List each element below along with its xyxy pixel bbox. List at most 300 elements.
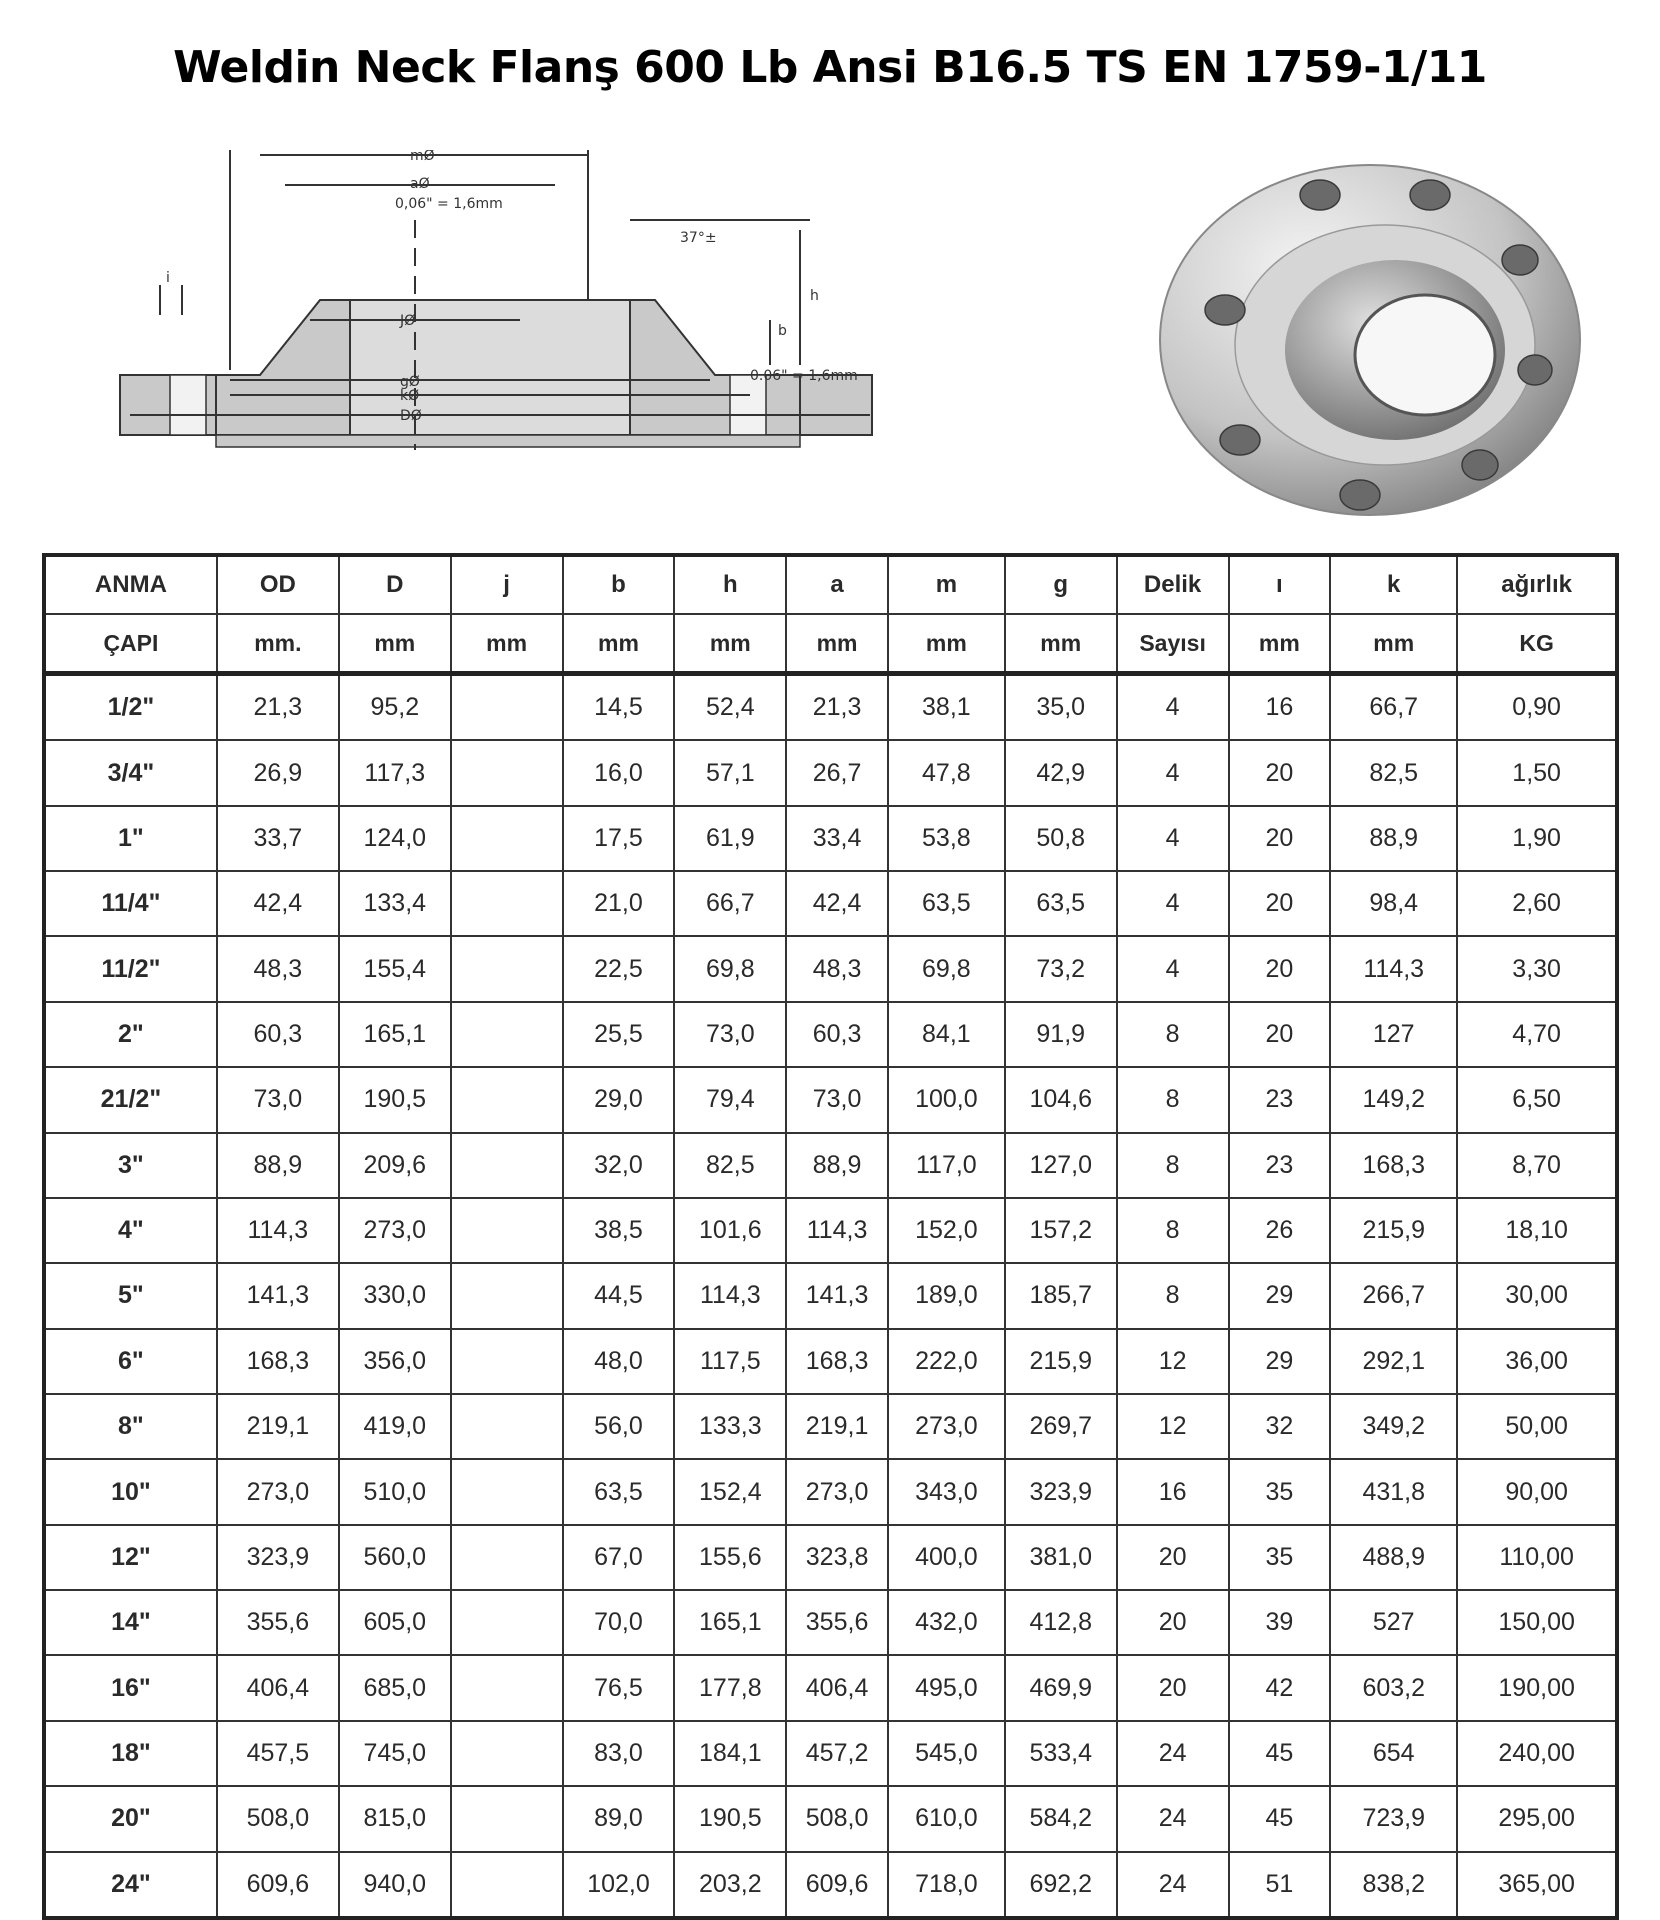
column-unit: mm: [888, 614, 1005, 674]
table-cell: 114,3: [217, 1198, 339, 1263]
table-cell: 457,5: [217, 1721, 339, 1786]
table-row: [44, 1525, 1617, 1590]
column-header: ANMA: [44, 555, 217, 614]
table-cell: 35: [1229, 1525, 1331, 1590]
table-cell: 100,0: [888, 1067, 1005, 1132]
table-cell: 69,8: [674, 936, 786, 1001]
table-cell: 69,8: [888, 936, 1005, 1001]
table-cell: 63,5: [1005, 871, 1117, 936]
column-header: g: [1005, 555, 1117, 614]
table-cell: 209,6: [339, 1133, 451, 1198]
table-cell: 190,5: [674, 1786, 786, 1851]
table-cell: 723,9: [1330, 1786, 1457, 1851]
nominal-size-cell: 11/2": [44, 936, 217, 1001]
table-cell: 24: [1117, 1852, 1229, 1919]
table-cell: 32,0: [563, 1133, 675, 1198]
table-cell: 61,9: [674, 806, 786, 871]
column-header: ağırlık: [1457, 555, 1617, 614]
table-cell: 185,7: [1005, 1263, 1117, 1328]
dim-label-chamfer-top: 0,06" = 1,6mm: [395, 196, 503, 212]
table-cell: 190,00: [1457, 1655, 1617, 1720]
nominal-size-cell: 8": [44, 1394, 217, 1459]
table-cell: 33,4: [786, 806, 888, 871]
table-cell: 323,8: [786, 1525, 888, 1590]
table-cell: 240,00: [1457, 1721, 1617, 1786]
table-cell: 23: [1229, 1067, 1331, 1132]
column-unit: mm: [786, 614, 888, 674]
dim-label-h: h: [810, 288, 819, 304]
table-cell: 365,00: [1457, 1852, 1617, 1919]
nominal-size-cell: 5": [44, 1263, 217, 1328]
table-cell: 21,3: [786, 674, 888, 741]
table-cell: 26: [1229, 1198, 1331, 1263]
table-cell: 102,0: [563, 1852, 675, 1919]
table-cell: 66,7: [674, 871, 786, 936]
table-cell: 330,0: [339, 1263, 451, 1328]
table-cell: 42,9: [1005, 740, 1117, 805]
table-cell: 381,0: [1005, 1525, 1117, 1590]
table-cell: 51: [1229, 1852, 1331, 1919]
table-cell: [451, 1721, 563, 1786]
bolt-hole: [1205, 295, 1245, 325]
table-cell: 73,0: [674, 1002, 786, 1067]
bolt-hole: [1502, 245, 1538, 275]
column-header: ı: [1229, 555, 1331, 614]
table-cell: 67,0: [563, 1525, 675, 1590]
column-unit: KG: [1457, 614, 1617, 674]
table-cell: [451, 1590, 563, 1655]
table-cell: 50,00: [1457, 1394, 1617, 1459]
nominal-size-cell: 16": [44, 1655, 217, 1720]
table-cell: 36,00: [1457, 1329, 1617, 1394]
dim-label-g: gØ: [400, 374, 420, 390]
table-cell: 48,0: [563, 1329, 675, 1394]
column-unit: mm: [674, 614, 786, 674]
table-cell: [451, 1459, 563, 1524]
table-cell: 124,0: [339, 806, 451, 871]
table-cell: 95,2: [339, 674, 451, 741]
bore: [1355, 295, 1495, 415]
dim-label-chamfer-bottom: 0.06" = 1,6mm: [750, 368, 858, 384]
table-cell: 406,4: [217, 1655, 339, 1720]
table-cell: 23: [1229, 1133, 1331, 1198]
table-cell: 29: [1229, 1329, 1331, 1394]
column-unit: mm: [451, 614, 563, 674]
table-cell: 355,6: [217, 1590, 339, 1655]
table-cell: [451, 1002, 563, 1067]
table-cell: 76,5: [563, 1655, 675, 1720]
table-cell: 127,0: [1005, 1133, 1117, 1198]
table-cell: 50,8: [1005, 806, 1117, 871]
table-cell: 4: [1117, 740, 1229, 805]
table-row: [44, 1198, 1617, 1263]
bolt-hole: [1340, 480, 1380, 510]
table-cell: 66,7: [1330, 674, 1457, 741]
table-cell: [451, 1655, 563, 1720]
table-cell: 117,3: [339, 740, 451, 805]
table-cell: 35: [1229, 1459, 1331, 1524]
nominal-size-cell: 1/2": [44, 674, 217, 741]
column-header: Delik: [1117, 555, 1229, 614]
table-cell: 215,9: [1005, 1329, 1117, 1394]
table-cell: 79,4: [674, 1067, 786, 1132]
table-cell: 133,4: [339, 871, 451, 936]
column-header: OD: [217, 555, 339, 614]
table-cell: 8: [1117, 1067, 1229, 1132]
table-cell: 24: [1117, 1786, 1229, 1851]
nominal-size-cell: 1": [44, 806, 217, 871]
table-cell: 168,3: [217, 1329, 339, 1394]
nominal-size-cell: 20": [44, 1786, 217, 1851]
page-title: Weldin Neck Flanş 600 Lb Ansi B16.5 TS EN 1759-1/11: [173, 42, 1487, 93]
table-cell: 17,5: [563, 806, 675, 871]
table-cell: 3,30: [1457, 936, 1617, 1001]
table-cell: 48,3: [217, 936, 339, 1001]
table-cell: 356,0: [339, 1329, 451, 1394]
table-cell: 16: [1229, 674, 1331, 741]
table-cell: 412,8: [1005, 1590, 1117, 1655]
dim-label-m: mØ: [410, 150, 435, 164]
table-cell: 222,0: [888, 1329, 1005, 1394]
table-cell: 38,1: [888, 674, 1005, 741]
table-cell: 42: [1229, 1655, 1331, 1720]
table-cell: 2,60: [1457, 871, 1617, 936]
table-cell: 469,9: [1005, 1655, 1117, 1720]
table-cell: 838,2: [1330, 1852, 1457, 1919]
table-cell: 745,0: [339, 1721, 451, 1786]
table-cell: [451, 1786, 563, 1851]
table-cell: 84,1: [888, 1002, 1005, 1067]
table-cell: 343,0: [888, 1459, 1005, 1524]
table-cell: 110,00: [1457, 1525, 1617, 1590]
table-row: [44, 1394, 1617, 1459]
table-cell: 101,6: [674, 1198, 786, 1263]
table-cell: 1,50: [1457, 740, 1617, 805]
table-cell: 117,5: [674, 1329, 786, 1394]
table-cell: 815,0: [339, 1786, 451, 1851]
table-cell: 20: [1229, 871, 1331, 936]
column-header: m: [888, 555, 1005, 614]
table-cell: [451, 1067, 563, 1132]
table-cell: 16,0: [563, 740, 675, 805]
column-unit: mm: [1330, 614, 1457, 674]
table-cell: 692,2: [1005, 1852, 1117, 1919]
flange-cross-section-drawing: [110, 150, 1090, 540]
table-cell: 203,2: [674, 1852, 786, 1919]
table-cell: 60,3: [217, 1002, 339, 1067]
table-row: [44, 1590, 1617, 1655]
dim-label-k: kØ: [400, 388, 420, 404]
table-cell: 20: [1229, 936, 1331, 1001]
table-cell: 419,0: [339, 1394, 451, 1459]
table-cell: 603,2: [1330, 1655, 1457, 1720]
table-cell: 63,5: [563, 1459, 675, 1524]
table-cell: 508,0: [786, 1786, 888, 1851]
table-cell: 42,4: [786, 871, 888, 936]
table-cell: 25,5: [563, 1002, 675, 1067]
table-cell: 83,0: [563, 1721, 675, 1786]
table-row: [44, 871, 1617, 936]
flange-photo: [1140, 150, 1590, 540]
table-cell: 90,00: [1457, 1459, 1617, 1524]
table-cell: 73,0: [217, 1067, 339, 1132]
table-cell: [451, 1525, 563, 1590]
table-cell: 545,0: [888, 1721, 1005, 1786]
bolt-hole: [1410, 180, 1450, 210]
table-cell: 29: [1229, 1263, 1331, 1328]
table-cell: 35,0: [1005, 674, 1117, 741]
table-cell: 30,00: [1457, 1263, 1617, 1328]
table-cell: 488,9: [1330, 1525, 1457, 1590]
table-cell: 20: [1117, 1655, 1229, 1720]
column-header: h: [674, 555, 786, 614]
dim-label-angle: 37°±: [680, 230, 717, 246]
table-row: [44, 1852, 1617, 1919]
flange-spec-table: [42, 553, 1619, 1920]
table-row: [44, 806, 1617, 871]
nominal-size-cell: 10": [44, 1459, 217, 1524]
table-row: [44, 1786, 1617, 1851]
table-cell: 605,0: [339, 1590, 451, 1655]
table-cell: 24: [1117, 1721, 1229, 1786]
table-cell: 6,50: [1457, 1067, 1617, 1132]
table-cell: 18,10: [1457, 1198, 1617, 1263]
nominal-size-cell: 2": [44, 1002, 217, 1067]
table-cell: 48,3: [786, 936, 888, 1001]
table-cell: 29,0: [563, 1067, 675, 1132]
table-cell: 22,5: [563, 936, 675, 1001]
table-cell: 273,0: [217, 1459, 339, 1524]
nominal-size-cell: 24": [44, 1852, 217, 1919]
table-cell: 215,9: [1330, 1198, 1457, 1263]
table-cell: 20: [1117, 1590, 1229, 1655]
table-row: [44, 1459, 1617, 1524]
column-unit: Sayısı: [1117, 614, 1229, 674]
table-cell: 527: [1330, 1590, 1457, 1655]
table-cell: 560,0: [339, 1525, 451, 1590]
table-cell: 98,4: [1330, 871, 1457, 936]
table-cell: 273,0: [888, 1394, 1005, 1459]
table-cell: 4: [1117, 936, 1229, 1001]
table-cell: 8: [1117, 1263, 1229, 1328]
table-cell: 940,0: [339, 1852, 451, 1919]
table-cell: 60,3: [786, 1002, 888, 1067]
table-cell: 1,90: [1457, 806, 1617, 871]
dim-label-d: DØ: [400, 408, 422, 424]
table-cell: 141,3: [217, 1263, 339, 1328]
bolt-hole: [1518, 355, 1552, 385]
table-header: [44, 555, 1617, 674]
table-cell: 155,4: [339, 936, 451, 1001]
column-header: j: [451, 555, 563, 614]
table-cell: 155,6: [674, 1525, 786, 1590]
table-row: [44, 1002, 1617, 1067]
column-unit: ÇAPI: [44, 614, 217, 674]
table-cell: 685,0: [339, 1655, 451, 1720]
table-cell: 533,4: [1005, 1721, 1117, 1786]
table-cell: 114,3: [1330, 936, 1457, 1001]
column-unit: mm.: [217, 614, 339, 674]
table-row: [44, 936, 1617, 1001]
table-cell: 323,9: [217, 1525, 339, 1590]
table-cell: 33,7: [217, 806, 339, 871]
table-cell: 57,1: [674, 740, 786, 805]
table-cell: 510,0: [339, 1459, 451, 1524]
table-cell: 152,4: [674, 1459, 786, 1524]
nominal-size-cell: 6": [44, 1329, 217, 1394]
table-cell: 26,9: [217, 740, 339, 805]
table-row: [44, 1655, 1617, 1720]
table-cell: 38,5: [563, 1198, 675, 1263]
table-cell: 8: [1117, 1002, 1229, 1067]
table-row: [44, 740, 1617, 805]
table-cell: 32: [1229, 1394, 1331, 1459]
table-cell: 355,6: [786, 1590, 888, 1655]
table-cell: 91,9: [1005, 1002, 1117, 1067]
table-row: [44, 1133, 1617, 1198]
table-cell: 73,0: [786, 1067, 888, 1132]
table-cell: 400,0: [888, 1525, 1005, 1590]
table-cell: 292,1: [1330, 1329, 1457, 1394]
table-cell: 177,8: [674, 1655, 786, 1720]
table-cell: 149,2: [1330, 1067, 1457, 1132]
nominal-size-cell: 18": [44, 1721, 217, 1786]
table-cell: 349,2: [1330, 1394, 1457, 1459]
table-cell: 21,3: [217, 674, 339, 741]
table-cell: 4: [1117, 871, 1229, 936]
nominal-size-cell: 4": [44, 1198, 217, 1263]
table-cell: 20: [1117, 1525, 1229, 1590]
table-cell: 117,0: [888, 1133, 1005, 1198]
table-cell: [451, 740, 563, 805]
table-cell: [451, 806, 563, 871]
table-cell: 406,4: [786, 1655, 888, 1720]
table-cell: 157,2: [1005, 1198, 1117, 1263]
table-cell: 141,3: [786, 1263, 888, 1328]
column-header: a: [786, 555, 888, 614]
dim-label-i: i: [166, 270, 170, 286]
table-cell: 12: [1117, 1329, 1229, 1394]
table-cell: [451, 871, 563, 936]
dim-label-b: b: [778, 323, 787, 339]
table-cell: 219,1: [786, 1394, 888, 1459]
column-unit: mm: [339, 614, 451, 674]
header-row-units: [44, 614, 1617, 674]
table-cell: [451, 1198, 563, 1263]
header-row-top: [44, 555, 1617, 614]
table-cell: [451, 1263, 563, 1328]
table-cell: 165,1: [339, 1002, 451, 1067]
table-cell: 189,0: [888, 1263, 1005, 1328]
nominal-size-cell: 21/2": [44, 1067, 217, 1132]
table-cell: [451, 674, 563, 741]
table-cell: 89,0: [563, 1786, 675, 1851]
table-cell: 718,0: [888, 1852, 1005, 1919]
column-unit: mm: [563, 614, 675, 674]
table-cell: 609,6: [217, 1852, 339, 1919]
table-row: [44, 1329, 1617, 1394]
column-header: b: [563, 555, 675, 614]
nominal-size-cell: 3/4": [44, 740, 217, 805]
table-cell: 168,3: [1330, 1133, 1457, 1198]
table-cell: 432,0: [888, 1590, 1005, 1655]
table-cell: 8: [1117, 1198, 1229, 1263]
table-cell: 44,5: [563, 1263, 675, 1328]
table-cell: 133,3: [674, 1394, 786, 1459]
column-unit: mm: [1229, 614, 1331, 674]
table-cell: 88,9: [786, 1133, 888, 1198]
table-cell: 12: [1117, 1394, 1229, 1459]
table-cell: 56,0: [563, 1394, 675, 1459]
table-cell: 8: [1117, 1133, 1229, 1198]
table-cell: 45: [1229, 1786, 1331, 1851]
table-cell: 39: [1229, 1590, 1331, 1655]
table-cell: 114,3: [786, 1198, 888, 1263]
table-cell: 654: [1330, 1721, 1457, 1786]
table-cell: 152,0: [888, 1198, 1005, 1263]
table-cell: 82,5: [1330, 740, 1457, 805]
table-cell: 8,70: [1457, 1133, 1617, 1198]
table-cell: [451, 1852, 563, 1919]
table-cell: 104,6: [1005, 1067, 1117, 1132]
column-unit: mm: [1005, 614, 1117, 674]
table-row: [44, 1721, 1617, 1786]
table-row: [44, 1067, 1617, 1132]
table-cell: 26,7: [786, 740, 888, 805]
table-cell: 73,2: [1005, 936, 1117, 1001]
table-cell: 16: [1117, 1459, 1229, 1524]
table-cell: 20: [1229, 1002, 1331, 1067]
table-cell: 610,0: [888, 1786, 1005, 1851]
table-cell: 70,0: [563, 1590, 675, 1655]
table-cell: 323,9: [1005, 1459, 1117, 1524]
table-body: [44, 674, 1617, 1919]
dim-label-a: aØ: [410, 176, 430, 192]
table-row: [44, 674, 1617, 741]
table-cell: [451, 1394, 563, 1459]
table-cell: 184,1: [674, 1721, 786, 1786]
table-cell: 53,8: [888, 806, 1005, 871]
table-cell: 508,0: [217, 1786, 339, 1851]
table-cell: 14,5: [563, 674, 675, 741]
table-cell: 52,4: [674, 674, 786, 741]
table-cell: 20: [1229, 806, 1331, 871]
table-cell: 165,1: [674, 1590, 786, 1655]
column-header: D: [339, 555, 451, 614]
nominal-size-cell: 11/4": [44, 871, 217, 936]
table-cell: 114,3: [674, 1263, 786, 1328]
table-cell: 266,7: [1330, 1263, 1457, 1328]
table-cell: 4: [1117, 674, 1229, 741]
bolt-hole: [1220, 425, 1260, 455]
table-cell: 190,5: [339, 1067, 451, 1132]
table-cell: 47,8: [888, 740, 1005, 805]
table-cell: 219,1: [217, 1394, 339, 1459]
table-cell: 584,2: [1005, 1786, 1117, 1851]
table-cell: 63,5: [888, 871, 1005, 936]
nominal-size-cell: 12": [44, 1525, 217, 1590]
table-cell: 4,70: [1457, 1002, 1617, 1067]
table-cell: 273,0: [339, 1198, 451, 1263]
table-cell: 609,6: [786, 1852, 888, 1919]
table-cell: [451, 1133, 563, 1198]
table-cell: 269,7: [1005, 1394, 1117, 1459]
table-cell: 150,00: [1457, 1590, 1617, 1655]
table-cell: 21,0: [563, 871, 675, 936]
table-cell: [451, 936, 563, 1001]
table-cell: 20: [1229, 740, 1331, 805]
table-cell: 4: [1117, 806, 1229, 871]
